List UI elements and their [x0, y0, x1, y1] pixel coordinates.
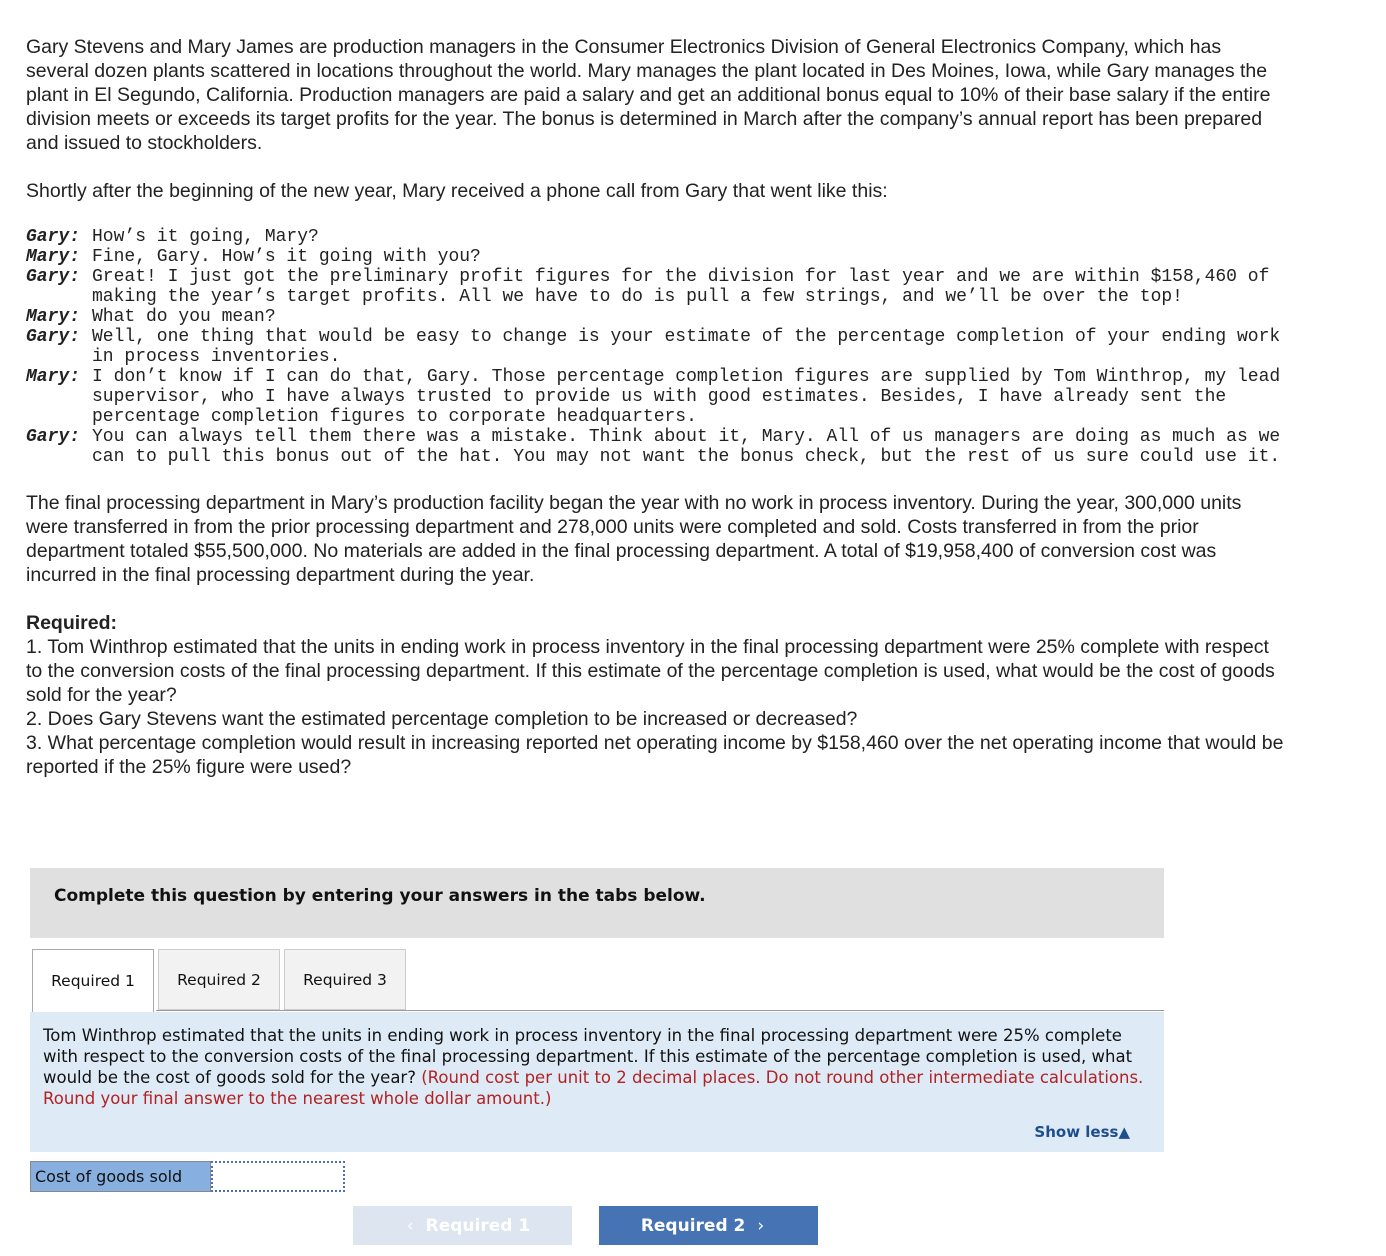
show-less-button[interactable]	[1034, 1123, 1130, 1141]
speaker-label: Gary:	[26, 427, 81, 447]
prev-required-button[interactable]	[353, 1206, 572, 1245]
required-item-1: 1. Tom Winthrop estimated that the units in ending work in process inventory in the final processing department were 25% complete with respect to the conversion costs of the final processing department. If this estimate of the percentage completion is used, what would be the cost of goods sold for the year?	[26, 636, 1275, 706]
prev-label: Required 1	[425, 1215, 531, 1236]
cogs-input[interactable]	[211, 1161, 345, 1192]
question-text	[26, 35, 1286, 803]
tab-required-3[interactable]: Required 3	[284, 949, 406, 1010]
show-less-label: Show less	[1034, 1123, 1119, 1141]
facts-paragraph: The final processing department in Mary’s production facility began the year with no work in process inventory. During the year, 300,000 units were transferred in from the prior processing department and 278,000 units were completed and sold. Costs transferred in from the prior department totaled $55,500,000. No materials are added in the final processing department. A total of $19,958,400 of conversion cost was incurred in the final processing department during the year.	[26, 492, 1242, 586]
dialogue-text: How’s it going, Mary?	[92, 227, 319, 247]
instruction-text: Complete this question by entering your answers in the tabs below.	[54, 886, 706, 906]
dialogue-text: Well, one thing that would be easy to change is your estimate of the percentage completion of your ending work in process inventories.	[92, 327, 1281, 367]
dialogue-line	[26, 307, 1286, 327]
chevron-left-icon: ‹	[406, 1215, 414, 1236]
required-heading: Required:	[26, 612, 118, 634]
required-item-3: 3. What percentage completion would result in increasing reported net operating income by $158,460 over the net operating income that would be reported if the 25% figure were used?	[26, 732, 1284, 778]
triangle-up-icon: ▲	[1118, 1123, 1130, 1141]
dialogue-line	[26, 327, 1286, 367]
intro-paragraph: Gary Stevens and Mary James are production managers in the Consumer Electronics Division of General Electronics Company, which has several dozen plants scattered in locations throughout the world. Mary manages the plant located in Des Moines, Iowa, while Gary manages the plant in El Segundo, California. Production managers are paid a salary and get an additional bonus equal to 10% of their base salary if the entire division meets or exceeds its target profits for the year. The bonus is determined in March after the company’s annual report has been prepared and issued to stockholders.	[26, 36, 1271, 154]
dialogue-line	[26, 367, 1286, 427]
next-required-button[interactable]	[599, 1206, 818, 1245]
dialogue-line	[26, 427, 1286, 467]
dialogue-line	[26, 267, 1286, 307]
tab-bar	[32, 949, 410, 1012]
instruction-box	[30, 868, 1164, 938]
dialogue-text: I don’t know if I can do that, Gary. Those percentage completion figures are supplied by Tom Winthrop, my lead supervisor, who I have always trusted to provide us with good estimates. Besides, I have already sent the percentage completion figures to corporate headquarters.	[92, 367, 1281, 427]
chevron-right-icon: ›	[757, 1215, 765, 1236]
dialogue	[26, 227, 1286, 467]
cogs-label: Cost of goods sold	[30, 1161, 211, 1192]
dialogue-text: Fine, Gary. How’s it going with you?	[92, 247, 481, 267]
tab-divider	[156, 1010, 1164, 1011]
required-section	[26, 611, 1286, 779]
dialogue-line	[26, 227, 1286, 247]
tab-required-1[interactable]: Required 1	[32, 949, 154, 1012]
dialogue-text: Great! I just got the preliminary profit figures for the division for last year and we are within $158,460 of making the year’s target profits. All we have to do is pull a few strings, and we’ll be over the top!	[92, 267, 1270, 307]
speaker-label: Gary:	[26, 227, 81, 247]
panel-question: Tom Winthrop estimated that the units in ending work in process inventory in the final processing department were 25% complete with respect to the conversion costs of the final processing department. If this estimate of the percentage completion is used, what would be the cost of goods sold for the year?	[43, 1026, 1133, 1087]
speaker-label: Gary:	[26, 327, 81, 347]
dialogue-text: What do you mean?	[92, 307, 276, 327]
question-panel	[30, 1012, 1164, 1152]
required-item-2: 2. Does Gary Stevens want the estimated percentage completion to be increased or decreased?	[26, 708, 858, 730]
rounding-note: (Round cost per unit to 2 decimal places. Do not round other intermediate calculations. Round your final answer to the nearest whole dollar amount.)	[43, 1068, 1144, 1108]
speaker-label: Gary:	[26, 267, 81, 287]
speaker-label: Mary:	[26, 367, 81, 387]
speaker-label: Mary:	[26, 247, 81, 267]
dialogue-line	[26, 247, 1286, 267]
tab-required-2[interactable]: Required 2	[158, 949, 280, 1010]
dialogue-text: You can always tell them there was a mistake. Think about it, Mary. All of us managers are doing as much as we can to pull this bonus out of the hat. You may not want the bonus check, but the rest of us sure could use it.	[92, 427, 1281, 467]
speaker-label: Mary:	[26, 307, 81, 327]
lead-paragraph: Shortly after the beginning of the new year, Mary received a phone call from Gary that went like this:	[26, 180, 888, 202]
next-label: Required 2	[640, 1215, 746, 1236]
answer-row	[30, 1161, 345, 1192]
